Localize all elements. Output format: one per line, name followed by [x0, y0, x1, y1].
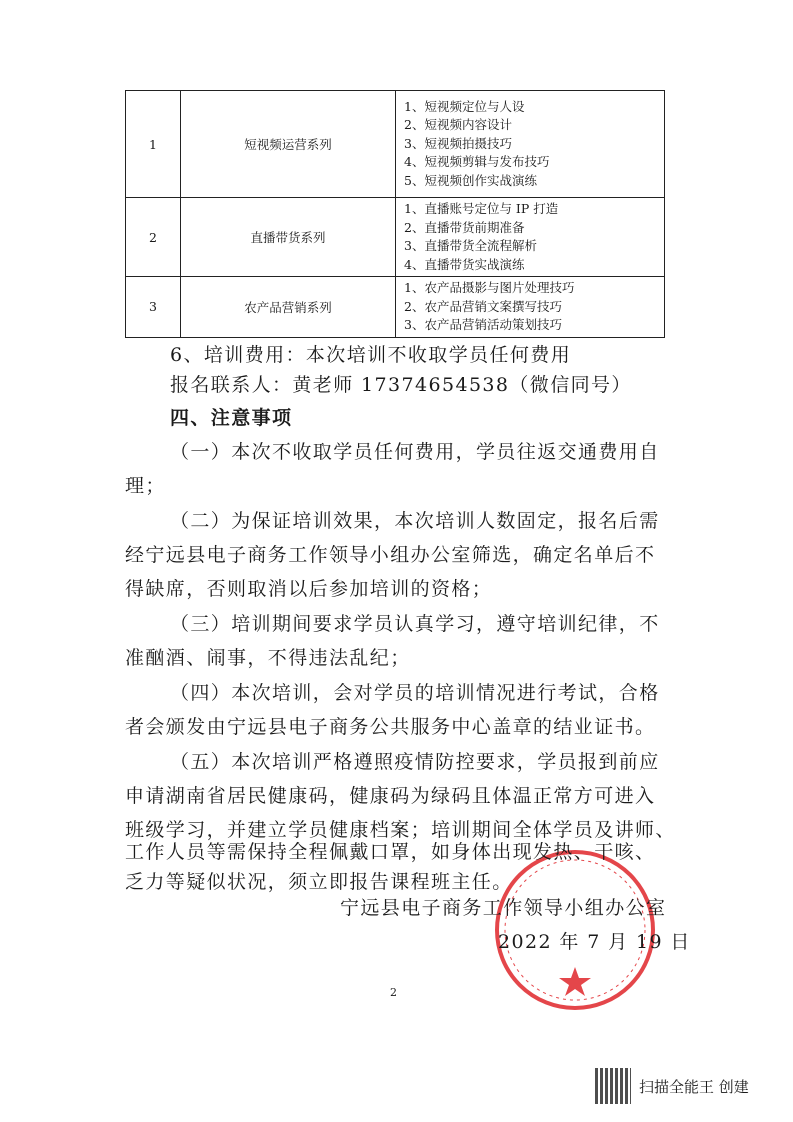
course-items	[396, 91, 665, 198]
body-text-line: 得缺席，否则取消以后参加培训的资格；	[125, 578, 493, 600]
course-items	[396, 277, 665, 338]
row-number: 1	[126, 91, 181, 198]
course-item: 2、直播带货前期准备	[404, 219, 525, 235]
body-text-line: （五）本次培训严格遵照疫情防控要求，学员报到前应	[170, 751, 660, 773]
course-item: 3、短视频拍摄技巧	[404, 135, 512, 151]
page-number: 2	[390, 986, 397, 999]
row-number: 2	[126, 198, 181, 277]
scanner-watermark	[595, 1068, 749, 1104]
course-item: 1、农产品摄影与图片处理技巧	[404, 280, 575, 295]
body-text-line: 申请湖南省居民健康码，健康码为绿码且体温正常方可进入	[125, 785, 656, 807]
body-text-line: （一）本次不收取学员任何费用，学员往返交通费用自	[170, 441, 660, 463]
row-number: 3	[126, 277, 181, 338]
course-item: 3、农产品营销活动策划技巧	[404, 317, 562, 332]
seal-star-icon	[559, 967, 591, 996]
body-text-line: 理；	[125, 475, 166, 497]
body-text-line: 工作人员等需保持全程佩戴口罩，如身体出现发热、干咳、	[125, 841, 656, 863]
qr-code-icon	[595, 1068, 631, 1104]
signature-org: 宁远县电子商务工作领导小组办公室	[340, 897, 667, 919]
course-item: 1、直播账号定位与 IP 打造	[404, 201, 559, 216]
body-text-line: （二）为保证培训效果，本次培训人数固定，报名后需	[170, 510, 660, 532]
series-name: 农产品营销系列	[181, 277, 396, 338]
course-item: 2、农产品营销文案撰写技巧	[404, 298, 562, 314]
body-text-line: 6、培训费用：本次培训不收取学员任何费用	[170, 344, 572, 366]
course-item: 5、短视频创作实战演练	[404, 172, 537, 188]
table-row	[126, 198, 665, 277]
body-text-line: 经宁远县电子商务工作领导小组办公室筛选，确定名单后不	[125, 544, 656, 566]
body-text-line: 班级学习，并建立学员健康档案；培训期间全体学员及讲师、	[125, 819, 676, 841]
course-item: 1、短视频定位与人设	[404, 98, 525, 114]
table-row	[126, 91, 665, 198]
body-text-line: （四）本次培训，会对学员的培训情况进行考试，合格	[170, 682, 660, 704]
body-text-line: 报名联系人：黄老师 17374654538（微信同号）	[170, 374, 632, 396]
series-name: 直播带货系列	[181, 198, 396, 277]
course-item: 4、直播带货实战演练	[404, 256, 525, 272]
body-text-line: 准酗酒、闹事，不得违法乱纪；	[125, 647, 411, 669]
course-item: 4、短视频剪辑与发布技巧	[404, 154, 550, 170]
signature-date: 2022 年 7 月 19 日	[498, 931, 691, 953]
course-items	[396, 198, 665, 277]
course-table	[125, 90, 665, 338]
course-item: 2、短视频内容设计	[404, 117, 512, 133]
body-text-line: （三）培训期间要求学员认真学习，遵守培训纪律，不	[170, 613, 660, 635]
body-text-line: 乏力等疑似状况，须立即报告课程班主任。	[125, 871, 513, 893]
course-item: 3、直播带货全流程解析	[404, 238, 537, 253]
body-text-line: 者会颁发由宁远县电子商务公共服务中心盖章的结业证书。	[125, 716, 656, 738]
table-row	[126, 277, 665, 338]
watermark-text: 扫描全能王 创建	[639, 1077, 749, 1096]
series-name: 短视频运营系列	[181, 91, 396, 198]
section-heading: 四、注意事项	[170, 407, 293, 429]
